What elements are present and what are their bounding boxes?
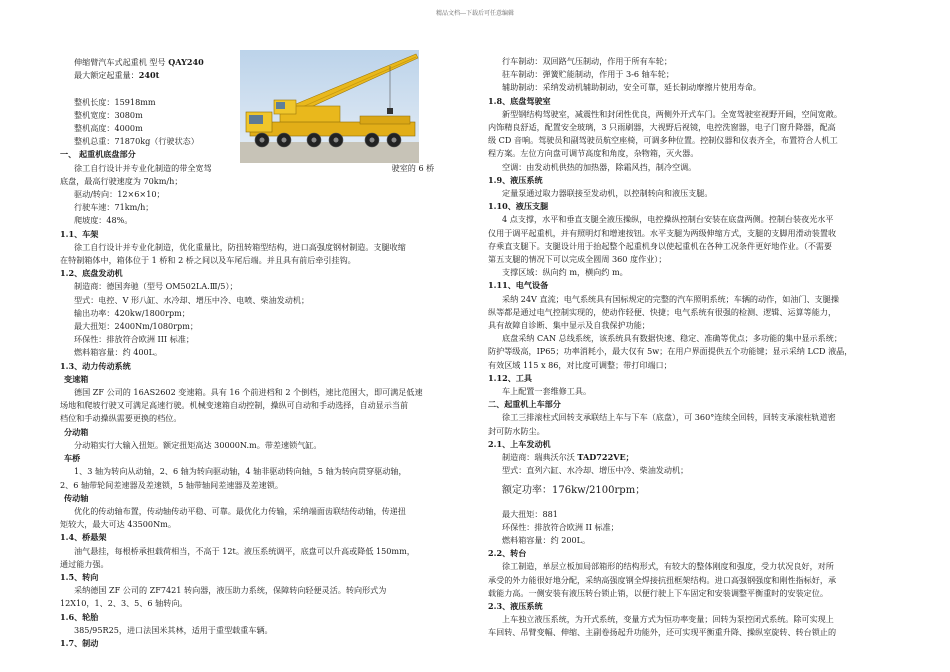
paragraph: 具有故障自诊断、集中显示及自我保护功能； [488, 320, 650, 331]
paragraph: 徐工制造，单层立板加局部箱形的结构形式，有较大的整体刚度和强度，受力状况良好，对所 [502, 561, 834, 572]
paragraph: 矩较大，最大可达 43500Nm。 [60, 519, 176, 530]
right-column [488, 55, 893, 640]
paragraph: 车上配置一套维修工具。 [502, 386, 592, 397]
list-item: 型式：电控、V 形八缸、水冷却、增压中冷、电喷、柴油发动机； [74, 294, 310, 305]
paragraph: 徐工自行设计并专业化制造，优化重量比，防扭转箱型结构，进口高强度钢材制造。支腿收缩 [74, 241, 406, 252]
subheading-transfer-case: 分动箱 [64, 426, 89, 437]
list-item: 输出功率：420kw/1800rpm； [74, 307, 190, 318]
paragraph: 采纳 24V 直流；电气系统具有国标规定的完整的汽车照明系统；车辆的动作，如油门、支腿操 [502, 293, 839, 304]
paragraph: 1、3 轴为转向从动轴，2、6 轴为转向驱动轴，4 轴非驱动转向轴，5 轴为转向贯穿驱动轴， [74, 466, 407, 477]
paragraph: 德国 ZF 公司的 16AS2602 变速箱。具有 16 个前进档和 2 个倒档，速比范围大，即可满足低速 [74, 387, 423, 398]
paragraph: 纵等都是通过电气控制实现的，使动作轻便、快捷；电气系统有很强的检测、逻辑、运算等能力， [488, 306, 837, 317]
paragraph: 载能力高。一侧安装有液压转台锁止销，以便行驶上下车固定和安装调整平衡重时的安装定位。 [488, 587, 828, 598]
paragraph: 内饰精良舒适，配置安全玻璃，3 只雨刷器，大视野后视镜，电控洗窗器，电子门窗升降器，配高 [488, 122, 836, 133]
paragraph: 新型钢结构驾驶室，减震性和封闭性优良，两侧外开式车门。全宽驾驶室视野开阔，空间宽敞。 [502, 108, 842, 119]
model-line: 伸缩臂汽车式起重机 型号 QAY240 [74, 57, 204, 67]
paragraph: 车回转、吊臂变幅、伸缩、主副卷扬起升功能外，还可实现平衡重升降、操纵室旋转、转台锁止的 [488, 627, 837, 638]
paragraph: 第五支腿的情况下可以完成全圆周 360 度作业）； [488, 254, 667, 265]
heading-tires: 1.6、轮胎 [60, 611, 99, 622]
paragraph: 底盘采纳 CAN 总线系统，该系统具有数据快速、稳定、准确等优点；多功能的集中显示系统； [502, 333, 842, 344]
dim-width: 整机宽度：3080m [74, 109, 143, 120]
paragraph: 定量泵通过取力器联接至发动机，以控制转向和液压支腿。 [502, 188, 713, 199]
section-1-intro-2: 底盘，最高行驶速度为 70km/h； [60, 175, 183, 186]
paragraph: 采纳德国 ZF 公司的 ZF7421 转向器，液压助力系统，保障转向轻便灵活。转向形式为 [74, 585, 387, 596]
heading-cab: 1.8、底盘驾驶室 [488, 95, 551, 106]
paragraph: 场地和爬坡行驶又可满足高速行驶。机械变速箱自动控制，操纵可自动和手动选择，自动显示当前 [60, 400, 409, 411]
section-1-intro: 徐工自行设计并专业化制造的带全宽驾 驶室的 6 桥 [74, 162, 435, 173]
paragraph: 在特制箱体中，箱体位于 1 桥和 2 桥之间以及车尾后端。并且具有前后牵引挂钩。 [60, 255, 356, 266]
heading-turntable: 2.2、转台 [488, 548, 527, 559]
page-header: 精品文档---下载后可任意编辑 [435, 10, 515, 17]
spec-speed: 行驶车速：71km/h； [74, 202, 154, 213]
heading-brakes: 1.7、制动 [60, 637, 99, 648]
list-item: 行车制动：双回路气压制动，作用于所有车轮； [502, 56, 672, 66]
subheading-axle: 车桥 [64, 453, 81, 464]
heading-suspension: 1.4、桥悬架 [60, 532, 107, 543]
list-item: 辅助制动：采纳发动机辅助制动，安全可靠，延长制动摩擦片使用寿命。 [502, 82, 762, 93]
paragraph: 徐工三排滚柱式回转支承联结上车与下车（底盘），可 360°连续全回转，回转支承滚柱轨道密 [502, 412, 836, 423]
paragraph: 承受的外力能很好地分配，采纳高强度钢全焊接抗扭框架结构。进口高强钢强度和刚性指标好，承 [488, 574, 837, 585]
engine-maker: 制造商：瑞典沃尔沃 TAD722VE； [502, 452, 634, 463]
paragraph: 4 点支撑，水平和垂直支腿全液压操纵，电控操纵控制台安装在底盘两侧。控制台装夜光水平 [502, 214, 834, 225]
spec-grade: 爬坡度：48%。 [74, 215, 133, 226]
subheading-gearbox: 变速箱 [64, 373, 89, 384]
heading-steering: 1.5、转向 [60, 571, 99, 582]
dim-weight: 整机总重：71870kg（行驶状态） [74, 136, 199, 147]
paragraph: 防护等级高，IP65；功率消耗小，最大仅有 5w；在用户界面提供五个功能键；显示采纳 LCD 液晶， [488, 346, 853, 357]
list-item: 最大扭矩：2400Nm/1080rpm； [74, 321, 198, 332]
heading-upper-hydraulic: 2.3、液压系统 [488, 600, 543, 611]
section-1-title: 一、 起重机底盘部分 [60, 149, 136, 160]
paragraph: 程方案。左位方向盘可调节高度和角度，杂物箱，灭火器。 [488, 148, 699, 159]
heading-hydraulic: 1.9、液压系统 [488, 174, 543, 185]
heading-upper-engine: 2.1、上车发动机 [488, 438, 551, 449]
paragraph: 有效区域 115 x 86，对比度可调整；带打印端口； [488, 359, 672, 370]
heading-tools: 1.12、工具 [488, 372, 532, 383]
paragraph: 385/95R25，进口法国米其林，适用于重型载重车辆。 [74, 624, 273, 635]
list-item: 环保性：排放符合欧洲 III 标准； [74, 334, 194, 345]
max-load-line: 最大额定起重量：240t [74, 70, 160, 81]
dim-height: 整机高度：4000m [74, 123, 143, 134]
dim-length: 整机长度：15918mm [74, 96, 156, 107]
list-item: 制造商：德国奔驰（型号 OM502LA.Ⅲ/5）； [74, 281, 238, 292]
engine-power: 额定功率：176kw/2100rpm； [502, 484, 646, 496]
list-item: 环保性：排放符合欧洲 II 标准； [502, 521, 619, 532]
list-item: 燃料箱容量：约 200L。 [502, 534, 591, 545]
paragraph: 优化的传动轴布置，传动轴传动平稳、可靠。最优化力传输，采纳端面齿联结传动轴，传递扭 [74, 505, 406, 516]
paragraph: 支撑区域：纵向约 m，横向约 m。 [502, 267, 628, 278]
paragraph: 油气悬挂，每根桥承担载荷相当，不高于 12t。液压系统调平，底盘可以升高或降低 150mm， [74, 545, 415, 556]
paragraph: 空调：由发动机供热的加热器，除霜风挡，制冷空调。 [502, 161, 697, 172]
paragraph: 封可防水防尘。 [488, 425, 545, 436]
heading-drivetrain: 1.3、动力传动系统 [60, 360, 131, 371]
paragraph: 上车独立液压系统，为开式系统，变量方式为恒功率变量；回转为泵控闭式系统。除可实现上 [502, 614, 834, 625]
paragraph: 通过能力强。 [60, 558, 109, 569]
heading-frame: 1.1、车架 [60, 228, 99, 239]
list-item: 驻车制动：弹簧贮能制动，作用于 3-6 轴车轮； [502, 69, 674, 80]
paragraph: 仪用于调平起重机，并有照明灯和增速按钮。水平支腿为两级伸缩方式，支腿的支脚用滑动装置收 [488, 227, 837, 238]
subheading-driveshaft: 传动轴 [64, 492, 89, 503]
engine-type: 型式：直列六缸、水冷却、增压中冷、柴油发动机； [502, 465, 689, 476]
paragraph: 2、6 轴带轮间差速器及差速锁，5 轴带轴间差速器及差速锁。 [60, 479, 283, 490]
heading-outriggers: 1.10、液压支腿 [488, 201, 549, 212]
paragraph: 12X10，1、2、3、5、6 轴转向。 [60, 598, 188, 609]
heading-chassis-engine: 1.2、底盘发动机 [60, 268, 123, 279]
list-item: 最大扭矩：881 [502, 508, 558, 519]
left-column [60, 56, 465, 650]
section-2-title: 二、起重机上车部分 [488, 399, 561, 410]
paragraph: 存乘直支腿下。支腿设计用于抬起整个起重机身以使起重机在各种工况条件更好地作业。（不需要 [488, 240, 832, 251]
spec-drive: 驱动/转向：12×6×10； [74, 189, 165, 200]
paragraph: 分动箱实行大输入扭矩。额定扭矩高达 30000N.m。带差速锁气缸。 [74, 439, 322, 450]
paragraph: 级 CD 音响。驾驶员和副驾驶员航空座椅，可调多种位置。控制仪器和仪表齐全，布置符合人机工 [488, 135, 838, 146]
paragraph: 档位和手动操纵需要更换的档位。 [60, 413, 182, 424]
heading-electrical: 1.11、电气设备 [488, 280, 549, 291]
list-item: 燃料箱容量：约 400L。 [74, 347, 163, 358]
